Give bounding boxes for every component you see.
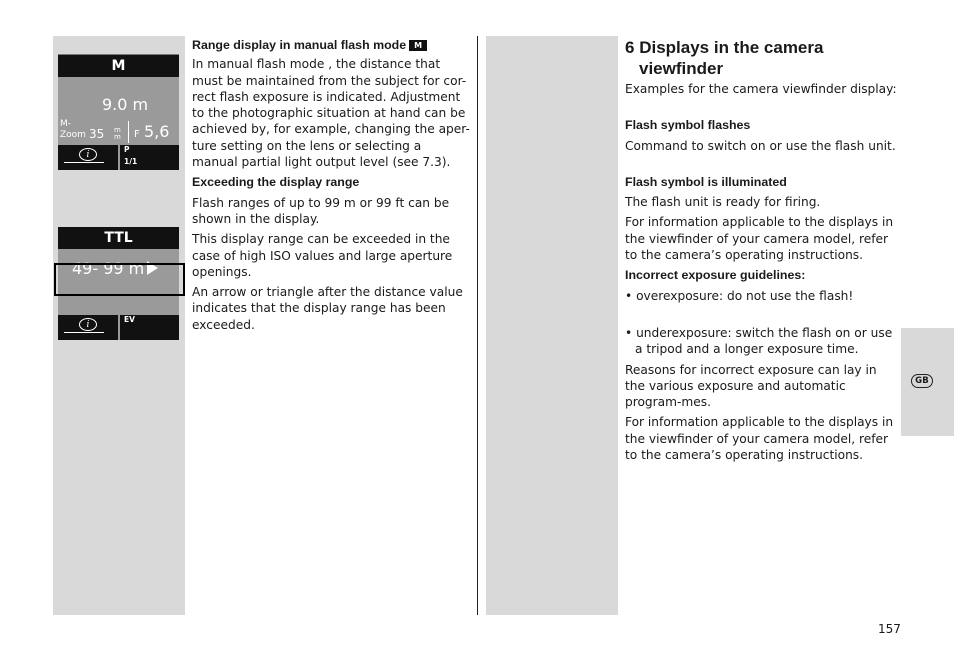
heading-flash-illuminated: Flash symbol is illuminated: [625, 174, 787, 189]
para-flash-ranges: Flash ranges of up to 99 m or 99 ft can be shown in the display.: [192, 195, 450, 226]
heading-flash-flashes: Flash symbol flashes: [625, 118, 751, 133]
lcd-zoom-word: Zoom: [60, 130, 86, 140]
para-intro: Examples for the camera viewfinder display:: [625, 82, 897, 96]
para-info-2: For information applicable to the displays in the viewfinder of your camera model, refer to the camera’s operating instructions.: [625, 415, 894, 463]
lcd-mode-label: TTL: [58, 227, 179, 249]
lcd-mode-label: M: [58, 54, 179, 77]
lcd-zoom-value: 35: [89, 127, 105, 141]
lcd-footer-separator: [118, 145, 120, 170]
chapter-number: 6: [625, 38, 635, 57]
lcd-ev-label: EV: [124, 315, 135, 324]
lcd-footer-separator: [118, 315, 120, 340]
page-number: 157: [878, 622, 901, 636]
lcd-manual-display: [58, 54, 179, 170]
chapter-title-line-1: Displays in the camera: [639, 38, 824, 57]
right-text-column: [625, 37, 900, 467]
chapter-title: [625, 37, 900, 79]
lcd-separator: [128, 121, 129, 143]
info-underline: [64, 162, 104, 163]
lcd-body: [58, 77, 179, 145]
heading-range-display: Range display in manual flash mode: [192, 38, 407, 52]
column-divider: [477, 36, 478, 615]
lcd-distance: 49- 99 m: [72, 259, 145, 278]
lcd-mode-code: P: [124, 145, 130, 154]
lcd-distance: 9.0 m: [102, 95, 149, 114]
right-gray-strip: [486, 36, 618, 615]
heading-exceeding-range: Exceeding the display range: [192, 175, 360, 190]
bullet-overexposure: • overexposure: do not use the flash!: [625, 288, 854, 303]
lcd-footer: [58, 145, 179, 170]
para-info-1: For information applicable to the displays in the viewfinder of your camera model, refer to the camera’s operating instructions.: [625, 215, 894, 263]
heading-incorrect-exposure: Incorrect exposure guidelines:: [625, 268, 806, 283]
para-manual-mode: In manual flash mode , the distance that must be maintained from the subject for cor-rect flash exposure is indicated. Adjustment to the photographic situation at hand can be achieved by, for example, changing the aper-ture setting on the lens or selecting a manual partial light output level (see 7.3).: [192, 57, 470, 170]
para-range-exceeded: This display range can be exceeded in the case of high ISO values and large aperture openings.: [192, 232, 453, 279]
info-icon: i: [79, 318, 97, 331]
lcd-aperture-value: 5,6: [144, 122, 170, 141]
manual-mode-badge: M: [409, 40, 427, 51]
info-underline: [64, 332, 104, 333]
distance-highlight-frame: [54, 263, 185, 296]
lcd-f-label: F: [134, 129, 140, 140]
lcd-mm-unit: m m: [114, 126, 121, 141]
bullet-underexposure: • underexposure: switch the flash on or use a tripod and a longer exposure time.: [625, 325, 893, 357]
lcd-power-level: 1/1: [124, 157, 138, 166]
info-icon: i: [79, 148, 97, 161]
middle-text-column: [192, 37, 470, 337]
language-badge: GB: [911, 374, 933, 388]
para-flash-ready: The flash unit is ready for firing.: [625, 195, 821, 210]
lcd-zoom-prefix: M-: [60, 119, 72, 129]
chapter-title-line-2: viewfinder: [639, 59, 724, 78]
lcd-footer: [58, 315, 179, 340]
para-reasons: Reasons for incorrect exposure can lay in the various exposure and automatic program-mes.: [625, 362, 877, 410]
para-flash-command: Command to switch on or use the flash unit.: [625, 138, 896, 153]
para-arrow-indicator: An arrow or triangle after the distance value indicates that the display range has been exceeded.: [192, 285, 463, 332]
